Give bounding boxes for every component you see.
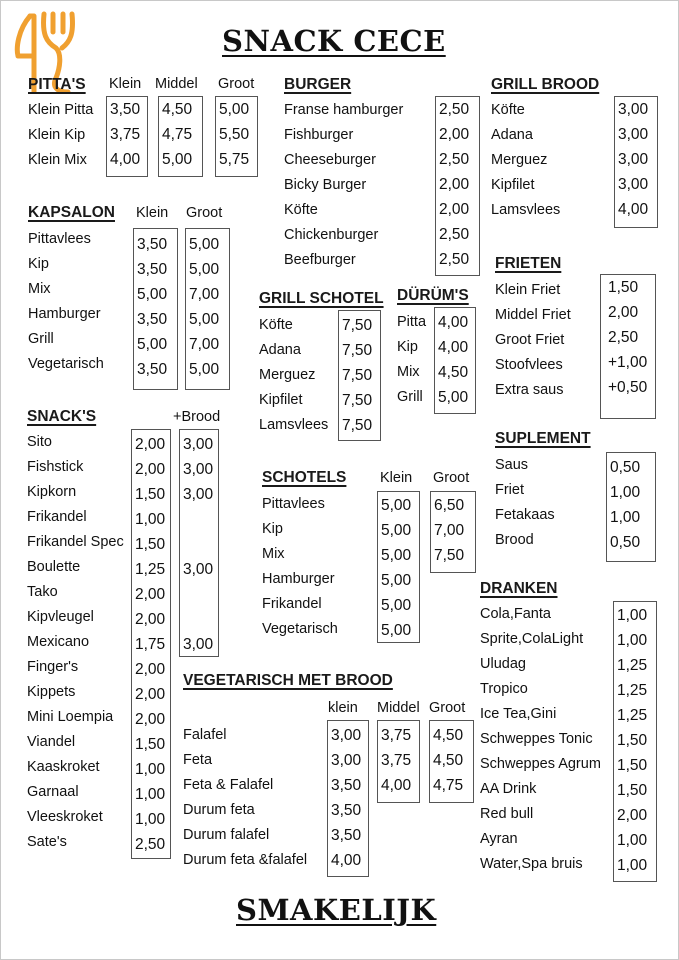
- menu-item: Ice Tea,Gini: [480, 706, 557, 722]
- menu-item: Grill: [28, 331, 54, 347]
- price: 1,00: [135, 811, 166, 828]
- price: 1,50: [135, 486, 166, 503]
- menu-item: Viandel: [27, 734, 76, 750]
- price: 5,00: [189, 236, 220, 253]
- column-header: Groot: [218, 76, 255, 92]
- price: [183, 607, 218, 632]
- price-box-klein: [327, 720, 369, 877]
- menu-item: Brood: [495, 532, 534, 548]
- price: 1,25: [617, 707, 648, 724]
- menu-item: Merguez: [259, 367, 316, 383]
- menu-item: Finger's: [27, 659, 79, 675]
- menu-item: Mexicano: [27, 634, 90, 650]
- item-names: [495, 453, 555, 553]
- price: 5,00: [219, 101, 250, 118]
- menu-item: Frikandel: [27, 509, 87, 525]
- price: 5,00: [137, 336, 168, 353]
- section-heading: PITTA'S: [28, 76, 86, 93]
- price: 1,00: [135, 786, 166, 803]
- menu-item: Klein Mix: [28, 152, 87, 168]
- price: +0,50: [608, 379, 648, 396]
- menu-item: Cola,Fanta: [480, 606, 551, 622]
- menu-item: Kipvleugel: [27, 609, 94, 625]
- menu-item: Fetakaas: [495, 507, 555, 523]
- price: 1,00: [617, 607, 648, 624]
- menu-item: Köfte: [491, 102, 525, 118]
- price: 1,50: [135, 536, 166, 553]
- menu-item: Mix: [397, 364, 420, 380]
- item-names: [259, 313, 328, 438]
- menu-item: Kip: [262, 521, 283, 537]
- price: 7,00: [189, 336, 220, 353]
- menu-item: Hamburger: [28, 306, 101, 322]
- item-names: [28, 98, 93, 173]
- menu-item: Mix: [262, 546, 285, 562]
- price: 2,00: [439, 201, 470, 218]
- price: 5,00: [137, 286, 168, 303]
- menu-item: Garnaal: [27, 784, 79, 800]
- menu-item: Köfte: [259, 317, 293, 333]
- price-box-brood: [179, 429, 219, 657]
- menu-item: Sprite,ColaLight: [480, 631, 584, 647]
- price: 5,00: [381, 547, 412, 564]
- price: 2,50: [439, 251, 470, 268]
- price: 5,00: [381, 597, 412, 614]
- price: 2,00: [439, 176, 470, 193]
- column-header: Klein: [136, 205, 169, 221]
- price: 3,00: [183, 436, 214, 453]
- price: 5,75: [219, 151, 250, 168]
- price: 3,75: [381, 727, 412, 744]
- price-box: [434, 307, 476, 414]
- price: 7,50: [434, 547, 465, 564]
- section-heading: SNACK'S: [27, 408, 97, 425]
- price: 1,50: [617, 732, 648, 749]
- menu-item: Merguez: [491, 152, 548, 168]
- price: 7,50: [342, 317, 373, 334]
- item-names: [491, 98, 560, 223]
- column-header: Middel: [377, 700, 420, 716]
- menu-item: Extra saus: [495, 382, 564, 398]
- menu-item: Pitta: [397, 314, 427, 330]
- price: 3,50: [137, 236, 168, 253]
- price: 3,00: [618, 176, 649, 193]
- price: 6,50: [434, 497, 465, 514]
- price: 3,00: [183, 636, 214, 653]
- section-heading: KAPSALON: [28, 204, 115, 221]
- price: 3,00: [183, 486, 214, 503]
- price: 1,00: [617, 632, 648, 649]
- menu-item: Feta: [183, 752, 213, 768]
- menu-item: Kip: [28, 256, 49, 272]
- menu-item: Klein Pitta: [28, 102, 94, 118]
- price: 4,50: [438, 364, 469, 381]
- menu-item: Lamsvlees: [491, 202, 561, 218]
- section-heading: DRANKEN: [480, 580, 558, 597]
- price-box-klein: [377, 491, 420, 643]
- price: 1,00: [135, 511, 166, 528]
- price-box-klein: [106, 96, 148, 177]
- menu-item: Water,Spa bruis: [480, 856, 583, 872]
- price-box: [613, 601, 657, 882]
- price: 1,50: [608, 279, 639, 296]
- price: [183, 532, 218, 557]
- price: 1,00: [135, 761, 166, 778]
- price: 2,00: [135, 461, 166, 478]
- price: 1,00: [617, 857, 648, 874]
- price: 4,75: [162, 126, 193, 143]
- price: 3,75: [110, 126, 141, 143]
- menu-item: Saus: [495, 457, 529, 473]
- column-header: Middel: [155, 76, 198, 92]
- menu-item: Frikandel: [262, 596, 322, 612]
- price: 1,00: [610, 484, 641, 501]
- price: 3,50: [110, 101, 141, 118]
- price: 5,00: [189, 311, 220, 328]
- menu-item: Schweppes Tonic: [480, 731, 593, 747]
- menu-item: Sate's: [27, 834, 67, 850]
- price: 2,00: [135, 436, 166, 453]
- section-heading: GRILL BROOD: [491, 76, 600, 93]
- column-header: +Brood: [173, 409, 221, 425]
- menu-item: Fishstick: [27, 459, 84, 475]
- menu-item: Klein Kip: [28, 127, 86, 143]
- price: 4,00: [381, 777, 412, 794]
- price: 2,50: [608, 329, 639, 346]
- item-names: [262, 492, 338, 642]
- price: 3,50: [137, 311, 168, 328]
- menu-item: Franse hamburger: [284, 102, 404, 118]
- column-header: klein: [328, 700, 358, 716]
- menu-item: Schweppes Agrum: [480, 756, 601, 772]
- price-box: [614, 96, 658, 228]
- price: 4,50: [433, 727, 464, 744]
- price-box: [606, 452, 656, 562]
- menu-item: Falafel: [183, 727, 227, 743]
- menu-item: Kipfilet: [491, 177, 535, 193]
- price: 4,00: [618, 201, 649, 218]
- section-heading: SUPLEMENT: [495, 430, 591, 447]
- price: 7,00: [189, 286, 220, 303]
- menu-item: Stoofvlees: [495, 357, 563, 373]
- column-header: Klein: [380, 470, 413, 486]
- price: 3,50: [331, 802, 362, 819]
- price: 5,00: [189, 361, 220, 378]
- menu-item: Groot Friet: [495, 332, 565, 348]
- price: 3,00: [331, 752, 362, 769]
- price-box: [131, 429, 171, 859]
- price: 2,00: [608, 304, 639, 321]
- price: 3,50: [331, 777, 362, 794]
- menu-item: Ayran: [480, 831, 518, 847]
- menu-item: Vegetarisch: [262, 621, 338, 637]
- menu-item: Durum feta &falafel: [183, 852, 308, 868]
- price-box: [338, 310, 381, 441]
- menu-item: Durum feta: [183, 802, 255, 818]
- price: 3,00: [618, 151, 649, 168]
- menu-item: Fishburger: [284, 127, 354, 143]
- menu-item: Hamburger: [262, 571, 335, 587]
- price: 3,00: [331, 727, 362, 744]
- footer-text: SMAKELIJK: [236, 893, 437, 927]
- menu-item: Chickenburger: [284, 227, 379, 243]
- price-box: [435, 96, 480, 276]
- menu-item: Mini Loempia: [27, 709, 114, 725]
- menu-item: Klein Friet: [495, 282, 561, 298]
- price-box-groot: [429, 720, 474, 803]
- price: 3,50: [331, 827, 362, 844]
- column-header: Groot: [433, 470, 470, 486]
- item-names: [28, 227, 104, 377]
- price: 1,25: [617, 682, 648, 699]
- menu-item: Middel Friet: [495, 307, 571, 323]
- section-heading: BURGER: [284, 76, 352, 93]
- menu-item: Pittavlees: [262, 496, 325, 512]
- price: [183, 507, 218, 532]
- price: 4,50: [433, 752, 464, 769]
- column-header: Groot: [429, 700, 466, 716]
- price-box-groot: [215, 96, 258, 177]
- price: 2,00: [135, 661, 166, 678]
- menu-item: Kaaskroket: [27, 759, 100, 775]
- column-header: Klein: [109, 76, 142, 92]
- menu-item: Adana: [259, 342, 301, 358]
- menu-item: Frikandel Spec: [27, 534, 124, 550]
- price: 1,50: [135, 736, 166, 753]
- menu-item: Boulette: [27, 559, 81, 575]
- menu-item: Tako: [27, 584, 58, 600]
- price: 0,50: [610, 459, 641, 476]
- price: 1,50: [617, 757, 648, 774]
- price: [183, 582, 218, 607]
- section-heading: FRIETEN: [495, 255, 562, 272]
- menu-item: Pittavlees: [28, 231, 91, 247]
- price: 7,00: [434, 522, 465, 539]
- price: 1,25: [135, 561, 166, 578]
- price: 4,00: [110, 151, 141, 168]
- price-box-groot: [430, 491, 476, 573]
- price: 3,50: [137, 361, 168, 378]
- menu-item: Vegetarisch: [28, 356, 104, 372]
- menu-item: Uludag: [480, 656, 526, 672]
- price: 1,50: [617, 782, 648, 799]
- section-heading: VEGETARISCH MET BROOD: [183, 672, 393, 689]
- price: 3,00: [183, 561, 214, 578]
- menu-item: Mix: [28, 281, 51, 297]
- price: 2,50: [439, 226, 470, 243]
- section-heading: GRILL SCHOTEL: [259, 290, 384, 307]
- price: 7,50: [342, 367, 373, 384]
- menu-item: Kippets: [27, 684, 76, 700]
- price: 5,00: [189, 261, 220, 278]
- price: 2,00: [439, 126, 470, 143]
- column-header: Groot: [186, 205, 223, 221]
- price: 2,00: [135, 586, 166, 603]
- price: 2,00: [135, 611, 166, 628]
- menu-item: Red bull: [480, 806, 534, 822]
- section-heading: SCHOTELS: [262, 469, 347, 486]
- price: 4,75: [433, 777, 464, 794]
- item-names: [480, 602, 601, 877]
- menu-item: Feta & Falafel: [183, 777, 274, 793]
- price: 3,00: [183, 461, 214, 478]
- price: 5,00: [438, 389, 469, 406]
- price: 1,25: [617, 657, 648, 674]
- price-box: [600, 274, 656, 419]
- price: 0,50: [610, 534, 641, 551]
- menu-item: Cheeseburger: [284, 152, 376, 168]
- menu-item: Tropico: [480, 681, 528, 697]
- price: 5,00: [381, 572, 412, 589]
- price: 1,00: [617, 832, 648, 849]
- item-names: [397, 310, 426, 410]
- price: 3,75: [381, 752, 412, 769]
- menu-item: Beefburger: [284, 252, 356, 268]
- price-box-klein: [133, 228, 178, 390]
- menu-item: Friet: [495, 482, 524, 498]
- price: 4,00: [438, 339, 469, 356]
- price: 4,00: [438, 314, 469, 331]
- price: 4,50: [162, 101, 193, 118]
- menu-item: Kip: [397, 339, 418, 355]
- price: 4,00: [331, 852, 362, 869]
- menu-item: Durum falafel: [183, 827, 270, 843]
- item-names: [495, 278, 571, 403]
- price: 5,00: [381, 497, 412, 514]
- price: +1,00: [608, 354, 648, 371]
- price: 1,75: [135, 636, 166, 653]
- menu-item: Sito: [27, 434, 52, 450]
- price: 2,50: [439, 101, 470, 118]
- price: 1,00: [610, 509, 641, 526]
- section-heading: DÜRÜM'S: [397, 287, 469, 304]
- menu-item: Adana: [491, 127, 533, 143]
- price-box-middel: [377, 720, 420, 803]
- menu-item: Bicky Burger: [284, 177, 367, 193]
- price: 7,50: [342, 392, 373, 409]
- item-names: [183, 723, 307, 873]
- menu-item: Lamsvlees: [259, 417, 329, 433]
- price: 5,00: [162, 151, 193, 168]
- item-names: [27, 430, 124, 855]
- price: 3,50: [137, 261, 168, 278]
- page-title: SNACK CECE: [222, 24, 446, 58]
- item-names: [284, 98, 403, 273]
- price: 7,50: [342, 342, 373, 359]
- menu-item: AA Drink: [480, 781, 537, 797]
- price: 7,50: [342, 417, 373, 434]
- price-box-groot: [185, 228, 230, 390]
- price: 2,50: [439, 151, 470, 168]
- price: 5,00: [381, 622, 412, 639]
- price: 5,00: [381, 522, 412, 539]
- menu-item: Grill: [397, 389, 423, 405]
- price: 2,00: [617, 807, 648, 824]
- menu-item: Kipkorn: [27, 484, 77, 500]
- price-box-middel: [158, 96, 203, 177]
- price: 5,50: [219, 126, 250, 143]
- price: 2,00: [135, 686, 166, 703]
- menu-item: Vleeskroket: [27, 809, 103, 825]
- menu-item: Kipfilet: [259, 392, 303, 408]
- menu-item: Köfte: [284, 202, 318, 218]
- price: 2,00: [135, 711, 166, 728]
- price: 3,00: [618, 126, 649, 143]
- price: 2,50: [135, 836, 166, 853]
- price: 3,00: [618, 101, 649, 118]
